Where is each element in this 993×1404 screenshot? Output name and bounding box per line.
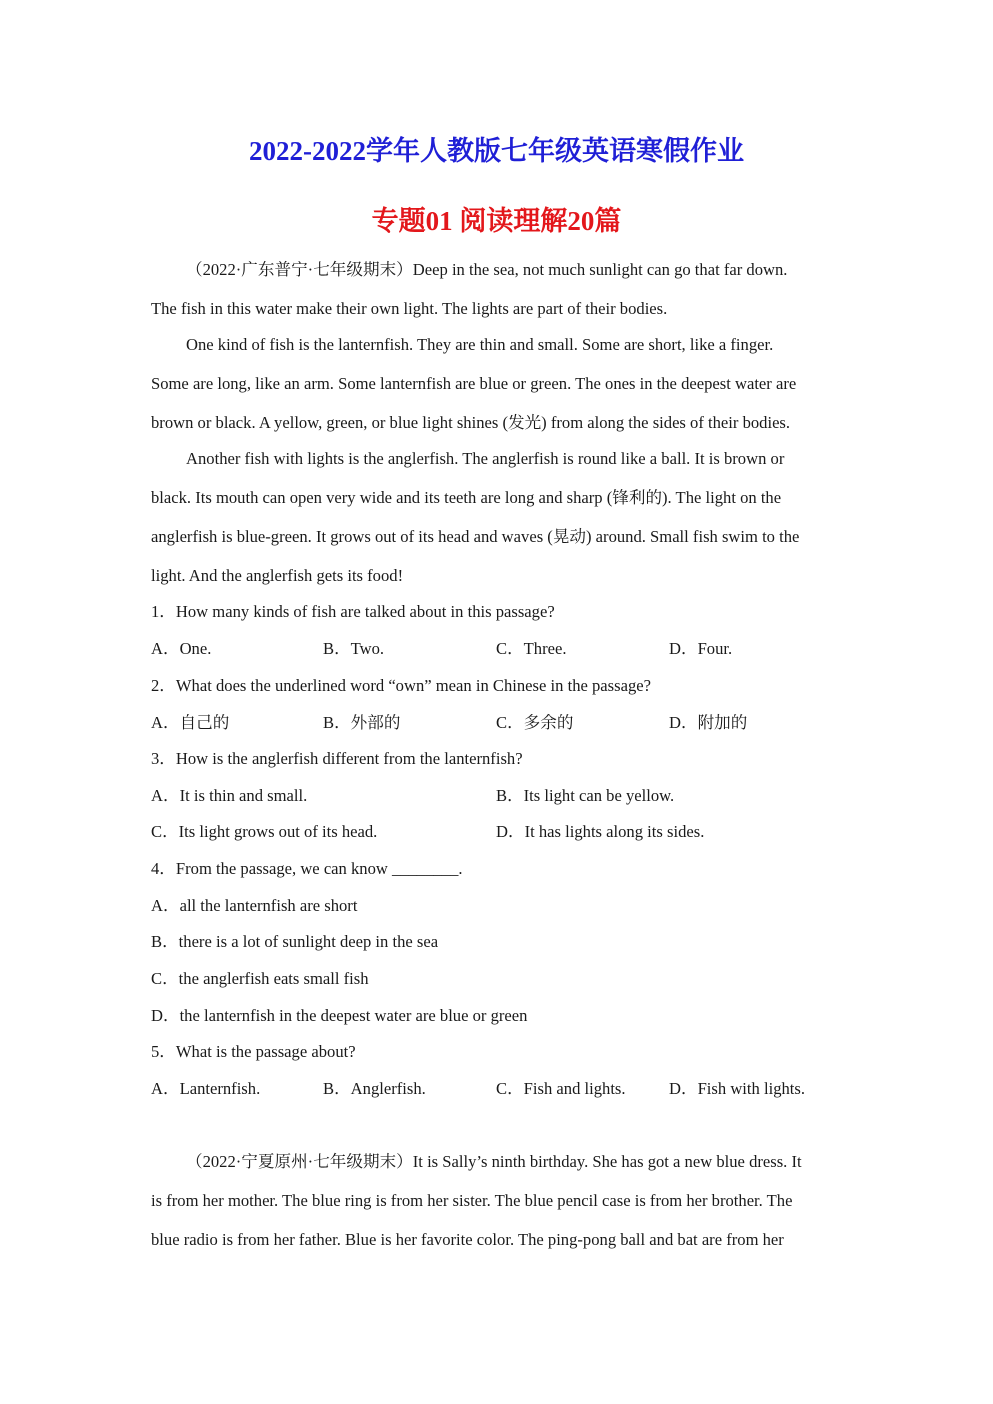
question-stem: 5．What is the passage about?: [151, 1042, 356, 1061]
answer-option: A．自己的: [151, 713, 230, 732]
answer-option: B．外部的: [323, 713, 401, 732]
passage1-line: black. Its mouth can open very wide and its teeth are long and sharp (锋利的). The light on the: [151, 488, 782, 507]
answer-option: A．One.: [151, 639, 212, 658]
passage1-line: Some are long, like an arm. Some lanternfish are blue or green. The ones in the deepest water are: [151, 374, 797, 393]
answer-option: D．Fish with lights.: [669, 1079, 805, 1098]
passage1-line: （2022·广东普宁·七年级期末）Deep in the sea, not much sunlight can go that far down.: [186, 260, 788, 279]
passage1-line: The fish in this water make their own light. The lights are part of their bodies.: [151, 299, 668, 318]
passage1-line: One kind of fish is the lanternfish. They are thin and small. Some are short, like a finger.: [186, 335, 774, 354]
passage2-line: （2022·宁夏原州·七年级期末）It is Sally’s ninth birthday. She has got a new blue dress. It: [186, 1152, 802, 1171]
passage1-line: light. And the anglerfish gets its food!: [151, 566, 404, 585]
page-title: 2022-2022学年人教版七年级英语寒假作业: [249, 136, 744, 166]
page-subtitle: 专题01 阅读理解20篇: [371, 206, 622, 236]
passage2-source: （2022·宁夏原州·七年级期末）: [186, 1152, 413, 1171]
passage1-line: brown or black. A yellow, green, or blue light shines (发光) from along the sides of their bodies.: [151, 413, 791, 432]
answer-option: C．the anglerfish eats small fish: [151, 969, 369, 988]
passage2-line: is from her mother. The blue ring is from her sister. The blue pencil case is from her brother. The: [151, 1191, 793, 1210]
answer-option: C．Fish and lights.: [496, 1079, 626, 1098]
answer-option: C．多余的: [496, 713, 574, 732]
answer-option: B．there is a lot of sunlight deep in the sea: [151, 932, 439, 951]
answer-option: B．Its light can be yellow.: [496, 786, 675, 805]
answer-option: C．Three.: [496, 639, 567, 658]
passage1-line: Another fish with lights is the anglerfish. The anglerfish is round like a ball. It is brown or: [186, 449, 785, 468]
passage1-source: （2022·广东普宁·七年级期末）: [186, 260, 413, 279]
passage1-line: anglerfish is blue-green. It grows out of its head and waves (晃动) around. Small fish swim to the: [151, 527, 800, 546]
answer-option: C．Its light grows out of its head.: [151, 822, 378, 841]
answer-option: D．the lanternfish in the deepest water are blue or green: [151, 1006, 528, 1025]
answer-option: A．It is thin and small.: [151, 786, 308, 805]
answer-option: D．Four.: [669, 639, 733, 658]
question-stem: 3．How is the anglerfish different from the lanternfish?: [151, 749, 523, 768]
question-stem: 2．What does the underlined word “own” mean in Chinese in the passage?: [151, 676, 651, 695]
answer-option: A．all the lanternfish are short: [151, 896, 358, 915]
question-stem: 1．How many kinds of fish are talked about in this passage?: [151, 602, 555, 621]
answer-option: D．It has lights along its sides.: [496, 822, 705, 841]
answer-option: A．Lanternfish.: [151, 1079, 261, 1098]
answer-option: B．Two.: [323, 639, 385, 658]
passage2-line: blue radio is from her father. Blue is her favorite color. The ping-pong ball and bat are from her: [151, 1230, 784, 1249]
answer-option: B．Anglerfish.: [323, 1079, 426, 1098]
answer-option: D．附加的: [669, 713, 748, 732]
question-stem: 4．From the passage, we can know ________.: [151, 859, 463, 878]
